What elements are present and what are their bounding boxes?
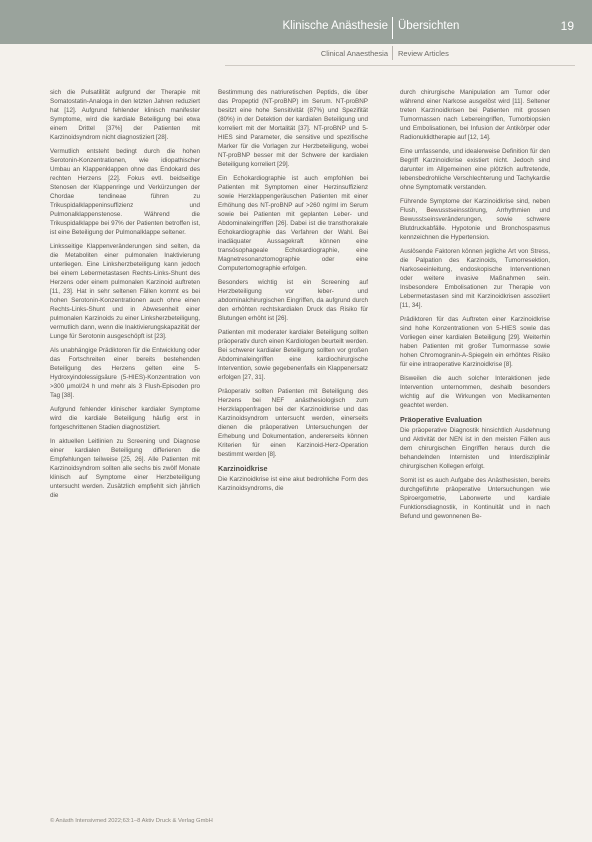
section-heading: Karzinoidkrise [218, 464, 268, 473]
paragraph: Patienten mit moderater kardialer Beteiligung sollten präoperativ durch einen Kardiologen beurteilt werden. Bei schwerer kardialer Beteiligung sollten vor großen Abdominaleingriffen eine kardiochirurgische Intervention, sowie gegebenenfalls ein Klappenersatz erfolgen [27, 31]. [218, 329, 368, 381]
paragraph: Präoperativ sollten Patienten mit Beteiligung des Herzens bei NEF anästhesiologisch zum Herzklappenfragen bei der Karzinoidkrise und das Karzinoidsyndrom untersucht werden, einerseits dienen die präoperativen Untersuchungen der Erhebung und Dokumentation, andererseits können Kriterien für einen Karzinoid-Herz-Operation bestimmt werden [8]. [218, 388, 368, 458]
article-type-label: Übersichten [398, 20, 460, 32]
paragraph: Eine umfassende, und idealerweise Definition für den Begriff Karzinoidkrise existiert nicht. Jedoch sind darunter im Allgemeinen eine plötzlich auftretende, lebensbedrohliche Verschlechterung und Tachykardie ohne Symptomatik verstanden. [400, 148, 550, 191]
paragraph: durch chirurgische Manipulation am Tumor oder während einer Narkose ausgelöst wird [11]. Seltener treten Karzinoidkrisen bei Patienten mit grossen Tumormassen nach Lebereingriffen, Tumorbiopsien und Embolisationen, bei Infusion der Antikörper oder Radionuklidtherapie auf [12, 14]. [400, 89, 550, 141]
paragraph: Als unabhängige Prädiktoren für die Entwicklung oder das Fortschreiten einer bereits bestehenden Beteiligung des Herzens gelten eine 5-Hydroxyindolessigsäure (5-HIES)-Konzentration von >300 µmol/24 h und mehr als 3 Flush-Episoden pro Tag [38]. [50, 347, 200, 399]
paragraph: Bestimmung des natriuretischen Peptids, die über das Propeptid (NT-proBNP) im Serum. NT-proBNP besitzt eine hohe Sensitivität (87%) und Spezifität (80%) in der Detektion der kardialen Beteiligung und korreliert mit der Mortalität [37]. NT-proBNP und 5-HIES sind Parameter, die sensitive und spezifische Marker für die Vorlagen zur Herzbeteiligung, wobei NT-proBNP besser mit der Schwere der kardialen Beteiligung korreliert [29]. [218, 89, 368, 168]
paragraph: Linksseitige Klappenveränderungen sind selten, da die Metaboliten einer pulmonalen Inaktivierung unterliegen. Eine Linksherzbeteiligung kann jedoch bei einem Lebermetastasen Rechts-Links-Shunt des Herzens oder einem pulmonalen Karzinoid auftreten [11, 23]. Hat in sehr seltenen Fällen kommt es bei hohen Serotonin-Konzentrationen auch ohne einen Rechts-Links-Shunt und in Abwesenheit einer pulmonalen Karzinoids zu einer Linksherzbeteiligung, vermutlich dann, wenn die Inaktivierungskapazität der Lunge für Serotonin ausgeschöpft ist [23]. [50, 243, 200, 340]
paragraph: Die Karzinoidkrise ist eine akut bedrohliche Form des Karzinoidsyndroms, die [218, 476, 368, 492]
text-column-right [400, 88, 550, 526]
journal-section-title: Klinische Anästhesie [282, 20, 388, 32]
paragraph: Prädiktoren für das Auftreten einer Karzinoidkrise sind hohe Konzentrationen von 5-HIES sowie das Vorliegen einer kardialen Beteiligung [29]. Weiterhin haben Patienten mit großer Tumormasse sowie hohen Chromogranin-A-Spiegeln ein erhöhtes Risiko für eine intraoperative Karzinoidkrise [8]. [400, 316, 550, 368]
paragraph: Aufgrund fehlender klinischer kardialer Symptome wird die kardiale Beteiligung häufig erst in fortgeschrittenen Stadien diagnostiziert. [50, 406, 200, 431]
subheader-divider [392, 46, 393, 60]
paragraph: Somit ist es auch Aufgabe des Anästhesisten, bereits durchgeführte präoperative Untersuchungen wie Spiroergometrie, Laborwerte und kardiale Funktionsdiagnostik, in Kontinuität und in nach Befund und gewonnenen Be- [400, 477, 550, 520]
text-column-left [50, 88, 200, 505]
paragraph: Bisweilen die auch solcher Interaktionen jede Intervention unternommen, deshalb besonders wichtig auf die Wirkungen von Medikamenten geachtet werden. [400, 375, 550, 409]
header-divider [392, 17, 393, 39]
copyright-footer: © Anästh Intensivmed 2022;63:1–8 Aktiv Druck & Verlag GmbH [50, 818, 213, 824]
paragraph: Vermutlich entsteht bedingt durch die hohen Serotonin-Konzentrationen, wie idiopathischer Umbau an Klappenklappen ohne das Endokard des rechten Herzens [22]. Fokus evtl. beidseitige Stenosen der Klappenringe und Verkürzungen der Chordae tendineae führen zu Trikuspidalklappeninsuffizienz und Pulmonalklappenstenose. Während die Trikuspidalklappe bei 97% der Patienten betroffen ist, ist eine Beteiligung der Pulmonalklappe seltener. [50, 148, 200, 236]
paragraph: Ein Echokardiographie ist auch empfohlen bei Patienten mit Symptomen einer Herzinsuffizienz sowie Herzklappengeräuschen Patienten mit einer Erhöhung des NT-proBNP auf >260 ng/ml im Serum sowie bei Patienten mit geplanten Leber- und Abdominaleingriffen [26]. Dabei ist die transthorakale Echokardiographie das Verfahren der Wahl. Bei inadäquater Aussagekraft können eine transösophageale Echokardiographie, eine Magnetresonanztomographie oder eine Computertomographie erfolgen. [218, 175, 368, 272]
article-type-label-en: Review Articles [398, 49, 449, 58]
paragraph: Auslösende Faktoren können jegliche Art von Stress, die Palpation des Karzinoids, Tumorresektion, Narkoseeinleitung, endoskopische Interventionen oder weitere invasive Maßnahmen sein. Insbesondere Embolisationen zur Therapie von Lebermetastasen sind mit Karzinoidkrisen assoziiert [11, 34]. [400, 248, 550, 309]
text-column-middle [218, 88, 368, 498]
paragraph: Führende Symptome der Karzinoidkrise sind, neben Flush, Bewusstseinsstörung, Arrhythmien und Bewusstseinsveränderungen, sowie schwere Blutdruckabfälle. Hypotonie und Bronchospasmus kennzeichnen die Hypertension. [400, 198, 550, 241]
paragraph: Besonders wichtig ist ein Screening auf Herzbeteiligung vor leber- und abdominalchirurgischen Eingriffen, da aufgrund durch den erhöhten rechtskardialen Druck das Risiko für Blutungen erhöht ist [26]. [218, 279, 368, 322]
page-number: 19 [560, 19, 574, 33]
header-rule [225, 65, 575, 66]
journal-section-title-en: Clinical Anaesthesia [320, 49, 388, 58]
section-heading: Präoperative Evaluation [400, 415, 482, 424]
paragraph: sich die Pulsatilität aufgrund der Therapie mit Somatostatin-Analoga in den letzten Jahren reduziert hat [12]. Aufgrund fehlender klinisch manifester Symptome, wird die kardiale Beteiligung bei etwa einem Drittel [37%] der Patienten mit Karzinoidsyndrom nicht diagnostiziert [28]. [50, 89, 200, 141]
paragraph: Die präoperative Diagnostik hinsichtlich Ausdehnung und Aktivität der NEN ist in den meisten Fällen aus dem chirurgischen Eingriffen heraus durch die behandelnden Internisten und Interdisziplinär chirurgischen Kollegen erfolgt. [400, 427, 550, 470]
paragraph: In aktuellen Leitlinien zu Screening und Diagnose einer kardialen Beteiligung differieren die Empfehlungen teilweise [25, 26]. Alle Patienten mit Karzinoidsyndrom sollten alle sechs bis zwölf Monate klinisch auf Symptome einer Herzbeteiligung untersucht werden. Zusätzlich empfiehlt sich jährlich die [50, 438, 200, 499]
